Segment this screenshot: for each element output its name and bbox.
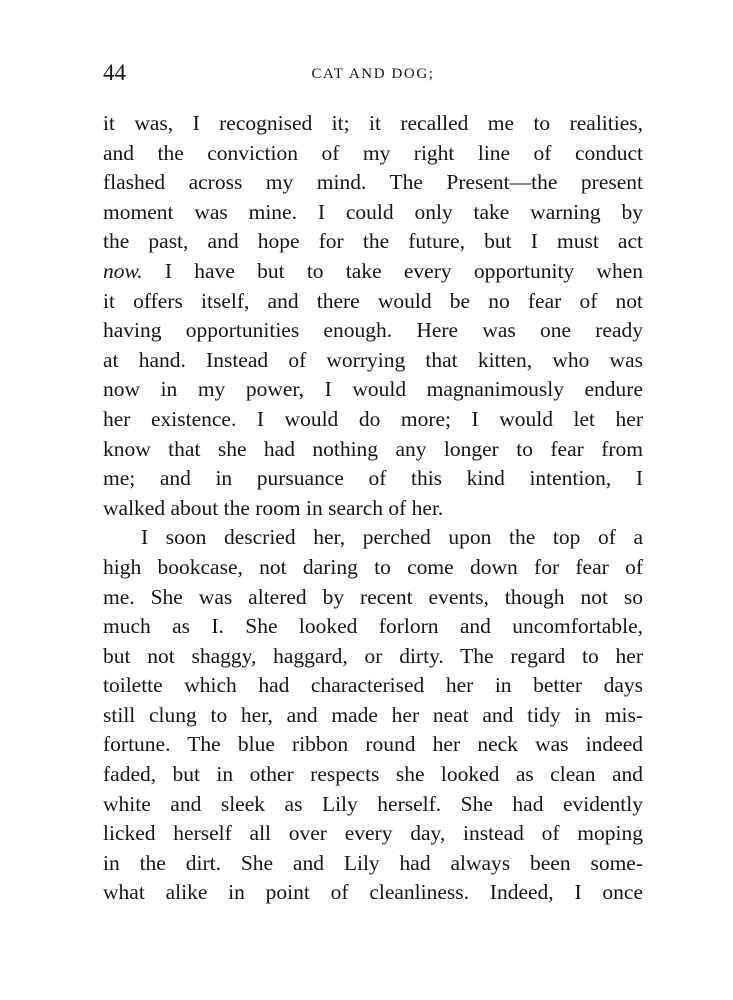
text-line: it offers itself, and there would be no fear of not [103,288,643,313]
italic-word: now. [103,258,143,283]
running-head [103,58,643,88]
text-line: what alike in point of cleanliness. Indeed, I once [103,880,643,905]
line-remainder: I have but to take every opportunity when [142,258,643,283]
text-line: and the conviction of my right line of conduct [103,140,643,165]
text-line: me; and in pursuance of this kind intention, I [103,466,643,491]
text-line: it was, I recognised it; it recalled me to realities, [103,111,643,135]
body-text [103,109,643,908]
text-line: moment was mine. I could only take warning by [103,199,643,224]
text-line: know that she had nothing any longer to fear from [103,436,643,461]
text-line: faded, but in other respects she looked as clean and [103,762,643,787]
text-line: toilette which had characterised her in better days [103,673,643,698]
text-line: much as I. She looked forlorn and uncomfortable, [103,614,643,639]
text-line: high bookcase, not daring to come down for fear of [103,554,643,579]
paragraph-first-line: I soon descried her, perched upon the top of a [141,525,643,550]
text-line: having opportunities enough. Here was one ready [103,318,643,343]
running-title: CAT AND DOG; [311,66,435,82]
text-line-with-italic [103,257,643,287]
text-line: white and sleek as Lily herself. She had evidently [103,791,643,816]
text-line: now in my power, I would magnanimously endure [103,377,643,402]
text-line: fortune. The blue ribbon round her neck was indeed [103,732,643,757]
text-line: in the dirt. She and Lily had always been some- [103,850,643,875]
text-line: flashed across my mind. The Present—the present [103,170,643,195]
text-line: her existence. I would do more; I would let her [103,406,643,431]
text-line: at hand. Instead of worrying that kitten, who was [103,347,643,372]
paragraph-end-line: walked about the room in search of her. [103,495,444,520]
page-number: 44 [103,60,126,85]
text-line: but not shaggy, haggard, or dirty. The regard to her [103,643,643,668]
text-line: the past, and hope for the future, but I must act [103,229,643,254]
text-line: still clung to her, and made her neat and tidy in mis- [103,702,643,727]
text-line: licked herself all over every day, instead of moping [103,821,643,846]
text-line: me. She was altered by recent events, though not so [103,584,643,609]
